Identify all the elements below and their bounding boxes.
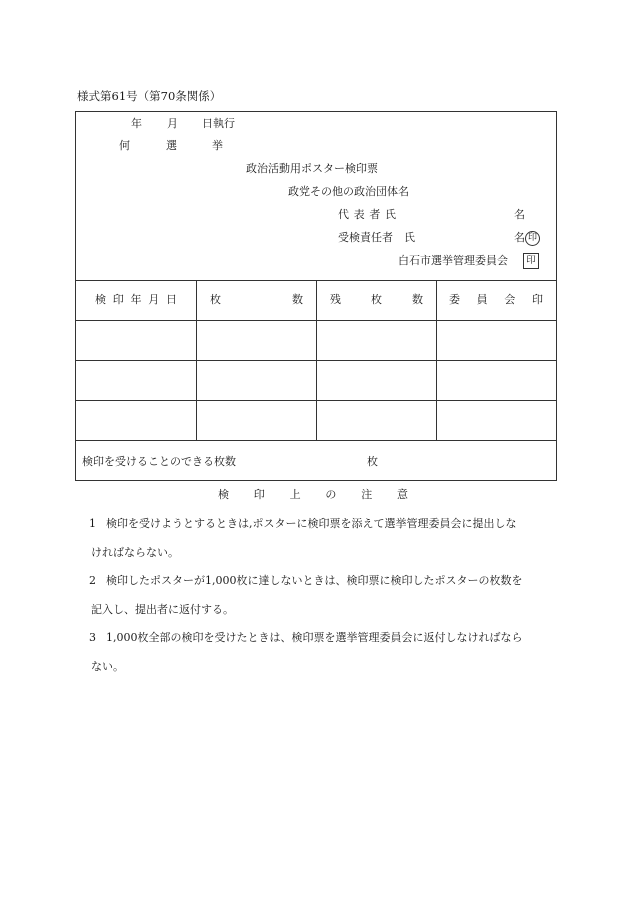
personal-seal-mark: 印	[525, 231, 540, 246]
header-char: 残	[330, 293, 341, 306]
note-1-number: 1	[89, 517, 96, 530]
notes-heading-char: の	[325, 488, 337, 501]
personal-seal	[525, 231, 540, 246]
header-char: 委	[449, 293, 460, 306]
header-inspection-date	[95, 293, 177, 307]
header-char: 日	[166, 293, 177, 306]
note-2-number: 2	[89, 574, 96, 587]
election-label-char-3: 挙	[212, 139, 223, 152]
notes-heading-char: 検	[218, 488, 229, 501]
responsible-person-label: 受検責任者 氏	[338, 231, 415, 244]
committee-seal	[523, 253, 539, 269]
representative-label	[338, 208, 396, 222]
table-col-divider	[436, 280, 437, 440]
committee-seal-mark: 印	[523, 253, 539, 269]
header-char: 数	[292, 293, 303, 306]
note-3-number: 3	[89, 631, 96, 644]
notes-heading-char: 注	[361, 488, 373, 501]
representative-name-suffix: 名	[514, 208, 525, 221]
note-1-line-1: 検印を受けようとするときは,ポスターに検印票を添えて選挙管理委員会に提出しな	[106, 517, 517, 530]
header-committee-seal	[449, 293, 543, 307]
table-bottom-rule	[75, 440, 557, 441]
date-month-label: 月	[167, 117, 178, 130]
header-char: 検	[95, 293, 106, 306]
party-name-label: 政党その他の政治団体名	[288, 185, 409, 198]
representative-char: 表	[353, 208, 365, 221]
note-1-line-2: ければならない。	[91, 546, 179, 559]
committee-name: 白石市選挙管理委員会	[398, 254, 508, 267]
document-title: 様式第61号（第70条関係）	[77, 89, 222, 103]
election-label-char-1: 何	[119, 139, 130, 152]
note-2-line-1: 検印したポスターが1,000枚に達しないときは、検印票に検印したポスターの枚数を	[106, 574, 523, 587]
date-year-label: 年	[131, 117, 142, 130]
header-sheet-count	[210, 293, 303, 307]
header-char: 枚	[210, 293, 221, 306]
header-char: 枚	[371, 293, 382, 306]
header-char: 会	[504, 293, 516, 306]
header-char: 印	[112, 293, 124, 306]
header-char: 印	[531, 293, 543, 306]
representative-char: 者	[369, 208, 381, 221]
notes-heading-char: 印	[253, 488, 265, 501]
note-3-line-2: ない。	[91, 660, 124, 673]
date-day-label: 日執行	[202, 117, 235, 130]
header-char: 数	[412, 293, 423, 306]
representative-char: 氏	[384, 208, 396, 221]
notes-heading-char: 意	[396, 488, 408, 501]
header-char: 年	[130, 293, 142, 306]
header-char: 員	[476, 293, 488, 306]
table-col-divider	[196, 280, 197, 440]
responsible-name-suffix: 名	[514, 231, 525, 244]
header-remaining-count	[330, 293, 423, 307]
representative-char: 代	[338, 208, 349, 221]
form-title: 政治活動用ポスター検印票	[246, 162, 378, 175]
note-2-line-2: 記入し、提出者に返付する。	[91, 603, 234, 616]
note-3-line-1: 1,000枚全部の検印を受けたときは、検印票を選挙管理委員会に返付しなければなら	[106, 631, 523, 644]
header-char: 月	[148, 293, 160, 306]
election-label-char-2: 選	[166, 139, 177, 152]
notes-heading	[218, 488, 408, 502]
table-col-divider	[316, 280, 317, 440]
count-label: 検印を受けることのできる枚数	[82, 455, 236, 468]
count-unit: 枚	[367, 455, 378, 468]
notes-heading-char: 上	[289, 488, 301, 501]
